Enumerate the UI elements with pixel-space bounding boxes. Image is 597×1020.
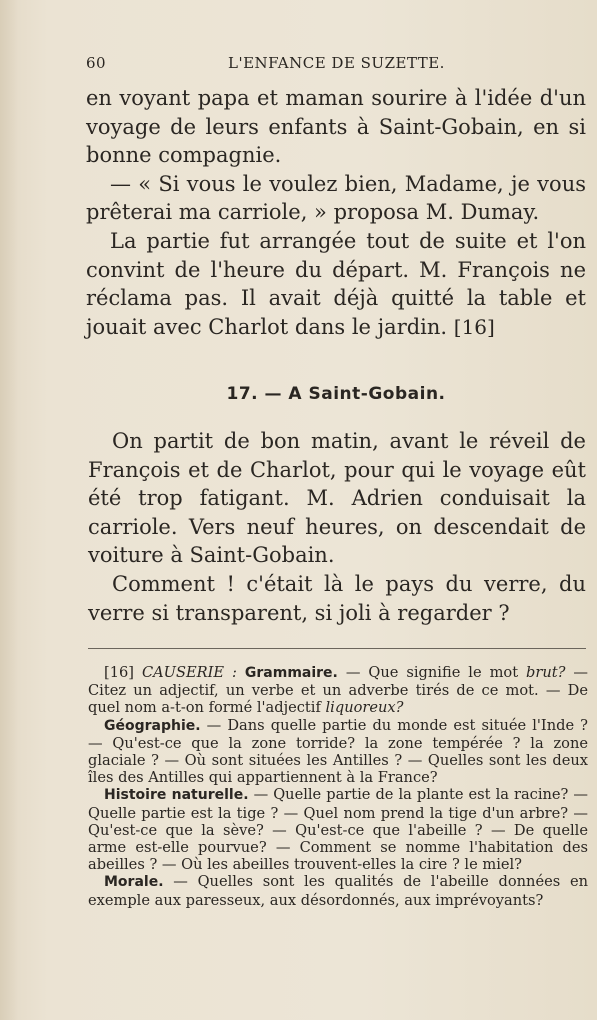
note-label: CAUSERIE : [141, 664, 237, 681]
geographie-text: — Dans quelle partie du monde est située l'Inde ? — Qu'est-ce que la zone torride? la zone tempérée ? la zone glaciale ? — Où sont situées les Antilles ? — Quelles sont les deux îles des Antilles qui appartiennent à la France? [88, 716, 588, 787]
note-histoire [88, 786, 588, 873]
section-title: 17. — A Saint-Gobain. [226, 384, 446, 404]
footnotes [88, 664, 588, 909]
main-text-top [86, 84, 586, 341]
histoire-heading: Histoire naturelle. [104, 787, 249, 804]
word-brut: brut? [526, 664, 566, 681]
geographie-heading: Géographie. [104, 717, 201, 734]
grammaire-text-a: — Que signifie le mot [337, 664, 527, 681]
note-geographie [88, 717, 588, 787]
paragraph-2: — « Si vous le voulez bien, Madame, je vous prêterai ma carriole, » proposa M. Dumay. [86, 171, 586, 225]
running-title: L'ENFANCE DE SUZETTE. [228, 54, 445, 72]
paragraph-3-text: La partie fut arrangée tout de suite et l'on convint de l'heure du départ. M. François ne réclama pas. Il avait déjà quitté la table et jouait avec Charlot dans le jardin. [86, 228, 586, 339]
grammaire-text-b: — Citez un adjectif, un verbe et un adverbe tirés de ce mot. — De quel nom a-t-on formé l'adjectif [88, 664, 589, 717]
note-grammaire [88, 664, 588, 717]
note-morale [88, 873, 588, 908]
morale-text: — Quelles sont les qualités de l'abeille données en exemple aux paresseux, aux désordonnés, aux imprévoyants? [88, 873, 588, 909]
paragraph-4: On partit de bon matin, avant le réveil de François et de Charlot, pour qui le voyage eût été trop fatigant. M. Adrien conduisait la carriole. Vers neuf heures, on descendait de voiture à Saint-Gobain. [88, 429, 586, 568]
main-text-bottom [88, 427, 586, 627]
histoire-text: — Quelle partie de la plante est la racine? — Quelle partie est la tige ? — Quel nom prend la tige d'un arbre? — Qu'est-ce que la sève? — Qu'est-ce que l'abeille ? — De quelle arme est-elle pourvue? — Comment se nomme l'habitation des abeilles ? — Où les abeilles trouvent-elles la cire ? le miel? [88, 786, 588, 874]
grammaire-heading: Grammaire. [244, 665, 338, 681]
note-reference: [16] [453, 314, 495, 339]
page-fold-shadow [0, 0, 18, 1020]
paragraph-5: Comment ! c'était là le pays du verre, du verre si transparent, si joli à regarder ? [88, 571, 586, 625]
word-liquoreux: liquoreux? [325, 699, 404, 717]
paragraph-1: en voyant papa et maman sourire à l'idée d'un voyage de leurs enfants à Saint-Gobain, en si bonne compagnie. [86, 86, 586, 168]
footnote-divider [88, 648, 586, 649]
note-ref: [16] [104, 664, 134, 681]
morale-heading: Morale. [104, 874, 164, 891]
running-header [86, 54, 586, 80]
page-number: 60 [86, 54, 107, 72]
paragraph-3 [86, 227, 586, 341]
